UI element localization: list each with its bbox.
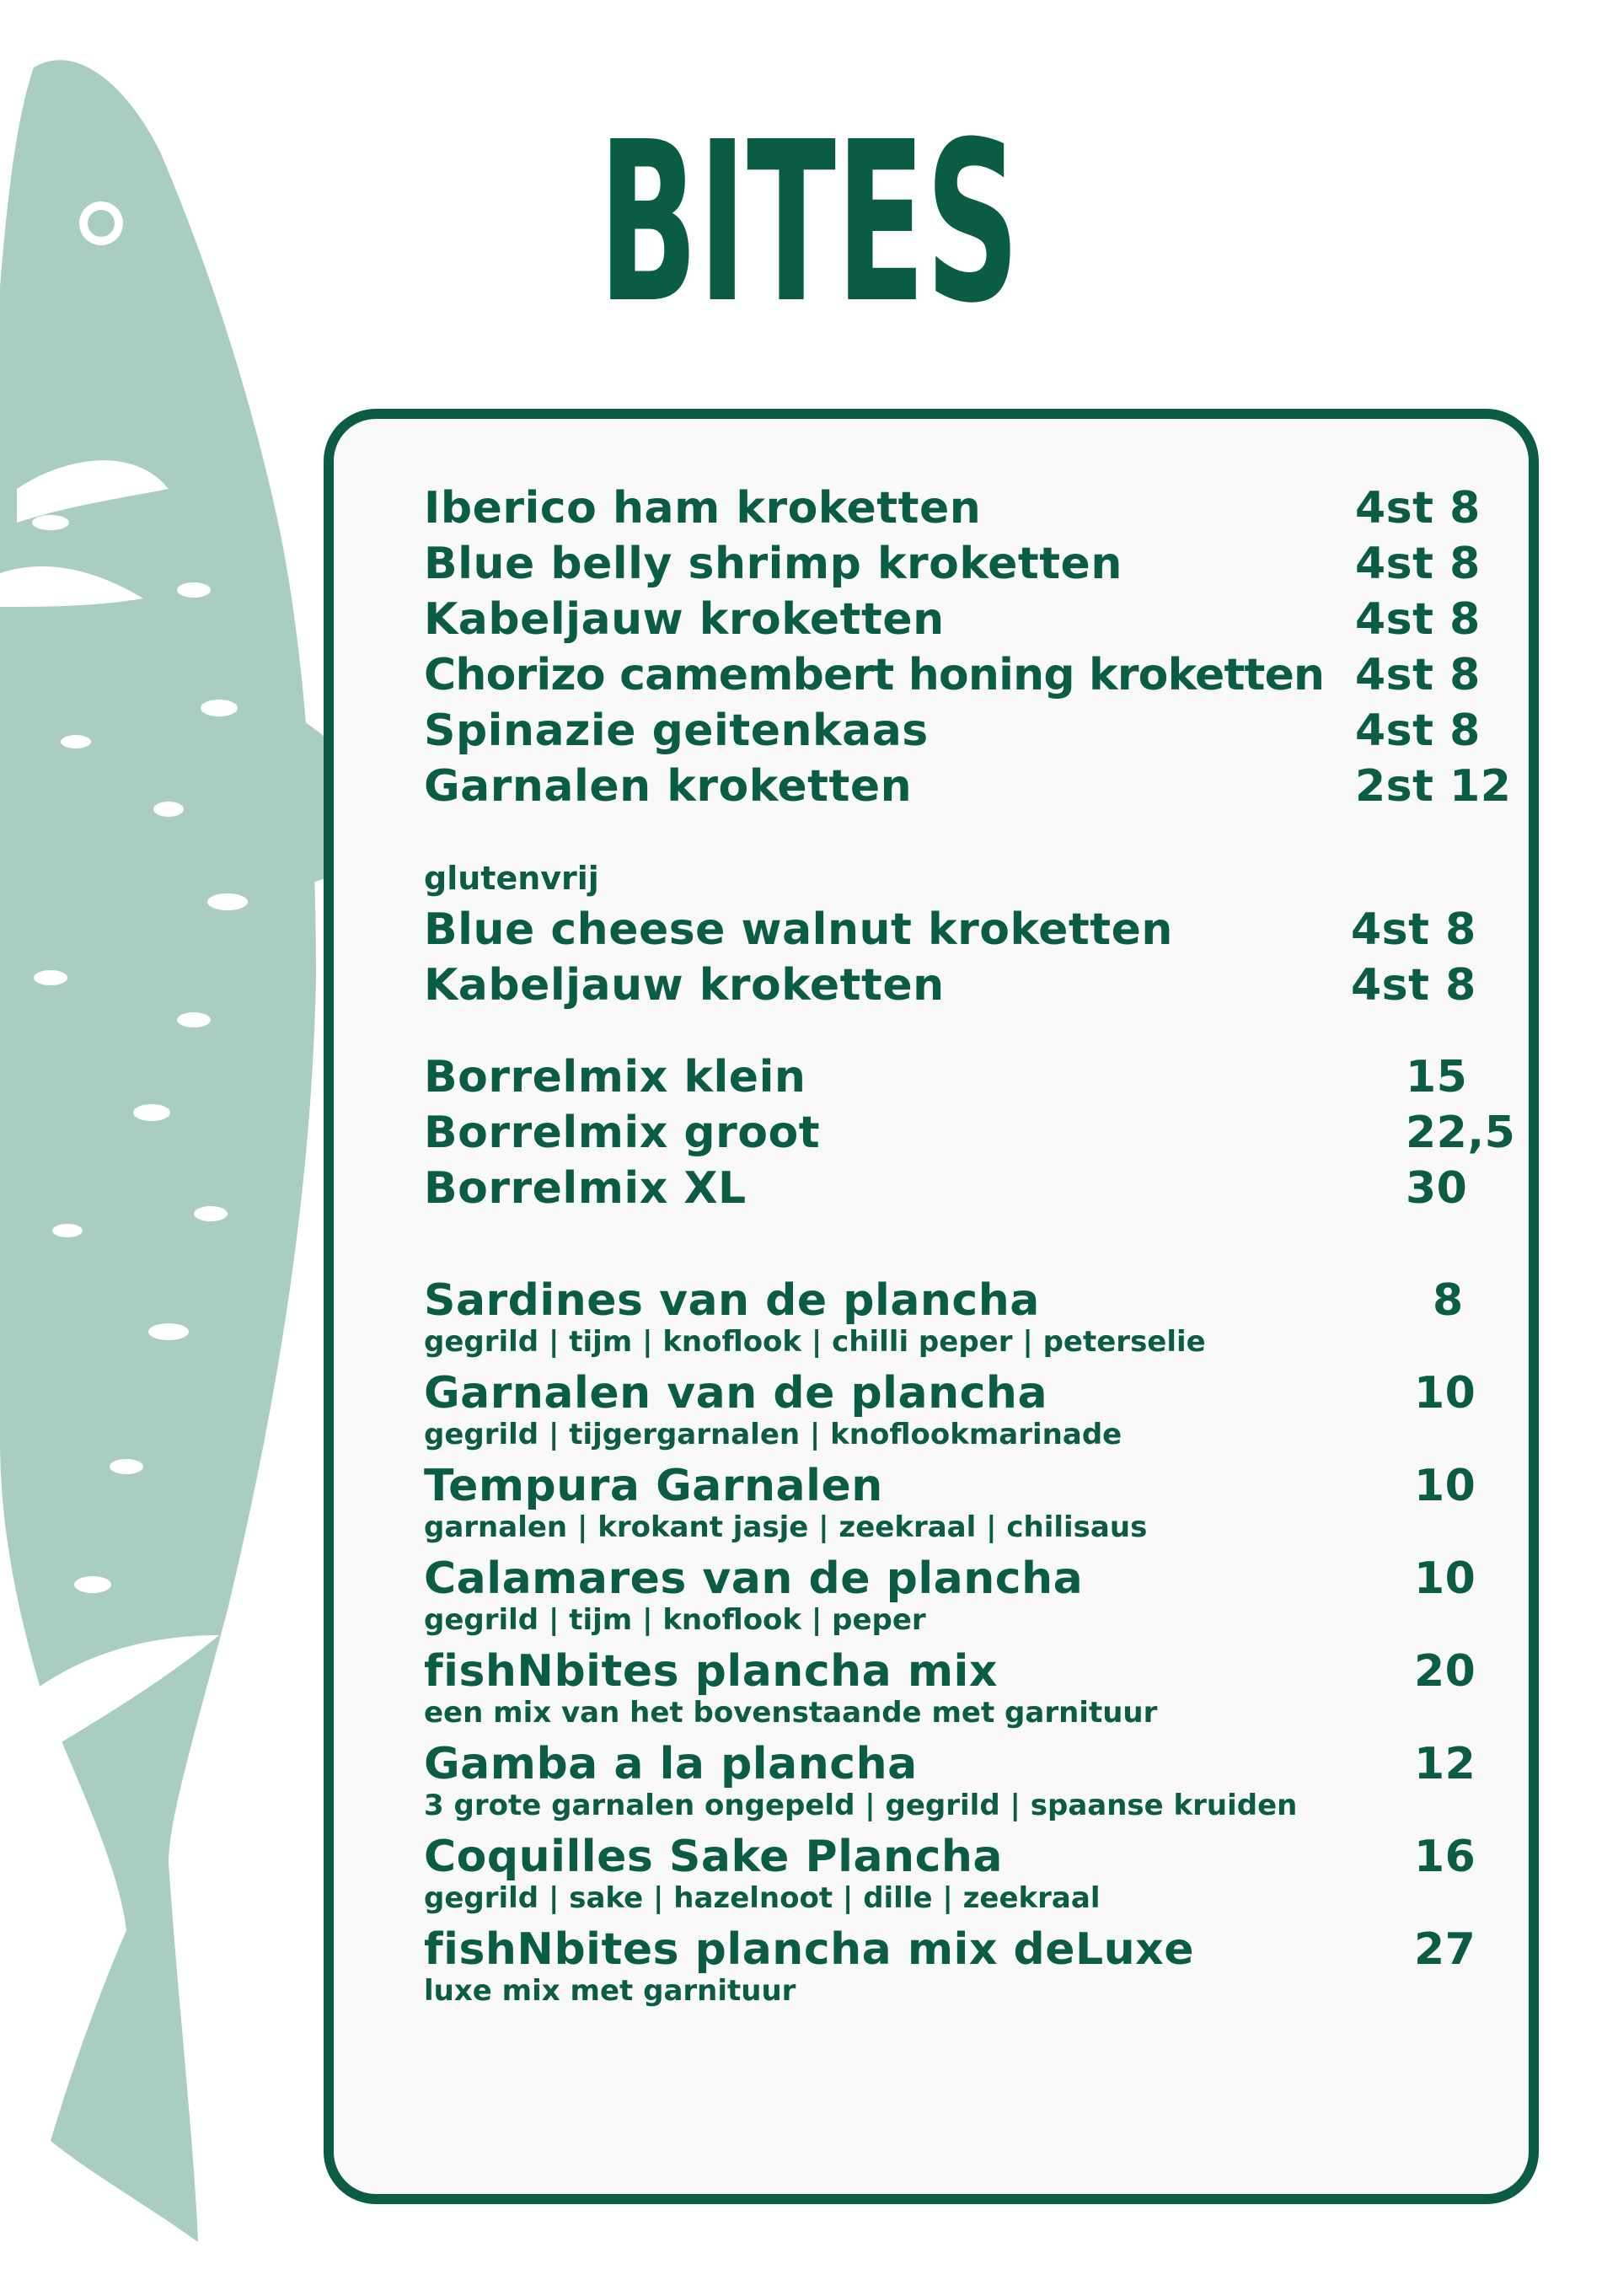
item-name: Chorizo camembert honing kroketten [424,650,1325,700]
menu-item-croquette [424,703,1519,759]
item-price: 27 [1414,1924,1476,1975]
item-description: gegrild | tijm | knoflook | peper [424,1603,926,1637]
item-name: Spinazie geitenkaas [424,705,929,756]
menu-item-borrelmix [424,1161,1519,1216]
menu-item-plancha [424,1458,1519,1514]
menu-item-plancha [424,1922,1519,1977]
item-price: 4st 8 [1355,650,1481,700]
menu-item-plancha [424,1551,1519,1607]
item-name: Coquilles Sake Plancha [424,1832,1003,1882]
menu-item-croquette [424,592,1519,647]
item-name: fishNbites plancha mix [424,1646,998,1697]
item-name: Kabeljauw kroketten [424,594,945,645]
item-description: gegrild | tijgergarnalen | knoflookmarinade [424,1418,1122,1451]
menu-item-glutenfree [424,958,1519,1013]
menu-item-borrelmix [424,1049,1519,1105]
item-description: gegrild | sake | hazelnoot | dille | zeekraal [424,1881,1101,1915]
menu-item-glutenfree [424,902,1519,958]
item-name: Sardines van de plancha [424,1275,1040,1326]
menu-item-croquette [424,759,1519,814]
item-description: garnalen | krokant jasje | zeekraal | chilisaus [424,1510,1148,1544]
item-price: 12 [1414,1739,1476,1789]
item-price: 10 [1414,1553,1476,1604]
item-price: 15 [1406,1052,1468,1102]
item-name: Garnalen van de plancha [424,1368,1048,1419]
item-description: 3 grote garnalen ongepeld | gegrild | spaanse kruiden [424,1789,1298,1822]
item-price: 4st 8 [1355,705,1481,756]
menu-item-plancha [424,1829,1519,1885]
item-name: Kabeljauw kroketten [424,960,945,1011]
item-name: Gamba a la plancha [424,1739,918,1789]
menu-item-croquette [424,536,1519,592]
item-name: Blue belly shrimp kroketten [424,539,1122,589]
item-price: 4st 8 [1355,539,1481,589]
page-title-wrap [0,93,1618,351]
item-description: gegrild | tijm | knoflook | chilli peper | peterselie [424,1325,1206,1359]
page-title [581,93,1037,351]
item-price: 4st 8 [1351,904,1476,955]
item-price: 20 [1414,1646,1476,1697]
item-price: 8 [1433,1275,1464,1326]
item-name: Tempura Garnalen [424,1461,883,1511]
menu-item-croquette [424,480,1519,536]
menu-item-plancha [424,1365,1519,1421]
menu-item-plancha [424,1644,1519,1699]
glutenfree-label: glutenvrij [424,860,599,897]
item-price: 10 [1414,1368,1476,1419]
menu-item-plancha [424,1273,1519,1328]
menu-item-croquette [424,647,1519,703]
item-name: Garnalen kroketten [424,761,913,812]
item-price: 22,5 [1406,1108,1516,1158]
item-name: Borrelmix klein [424,1052,806,1102]
item-name: Iberico ham kroketten [424,483,982,534]
item-price: 4st 8 [1355,483,1481,534]
item-name: Blue cheese walnut kroketten [424,904,1173,955]
item-name: Borrelmix groot [424,1108,821,1158]
item-name: Calamares van de plancha [424,1553,1084,1604]
item-price: 10 [1414,1461,1476,1511]
item-price: 16 [1414,1832,1476,1882]
menu-item-plancha [424,1736,1519,1792]
item-price: 30 [1406,1163,1468,1214]
menu-item-borrelmix [424,1105,1519,1161]
item-description: een mix van het bovenstaande met garnituur [424,1696,1158,1730]
item-price: 2st 12 [1355,761,1512,812]
item-price: 4st 8 [1355,594,1481,645]
item-price: 4st 8 [1351,960,1476,1011]
item-description: luxe mix met garnituur [424,1974,796,2008]
page-title-text: BITES [598,94,1020,351]
item-name: fishNbites plancha mix deLuxe [424,1924,1194,1975]
item-name: Borrelmix XL [424,1163,747,1214]
